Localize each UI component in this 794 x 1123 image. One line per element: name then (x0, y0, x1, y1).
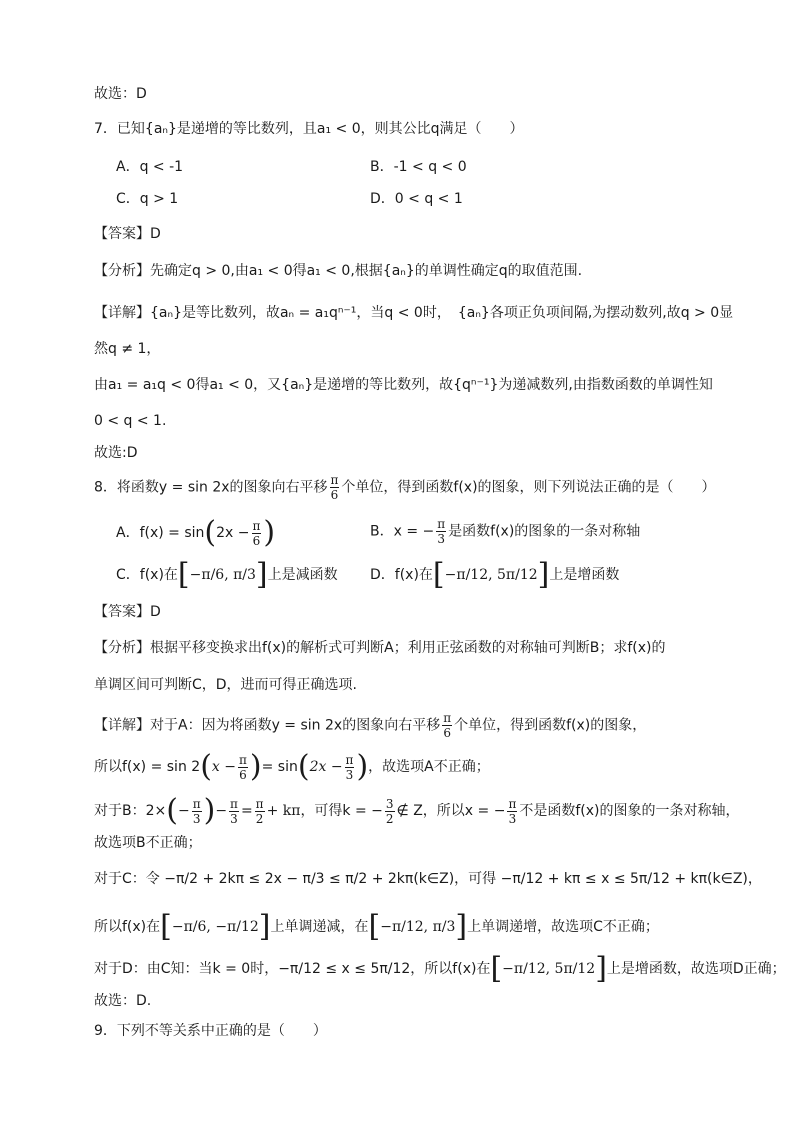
q7-detail-line3: 由a₁ = a₁q < 0得a₁ < 0，又{aₙ}是递增的等比数列，故{qⁿ⁻¹}为递减数列,由指数函数的单调性知 (94, 377, 713, 393)
interval: −π/6, −π/12 (171, 919, 259, 935)
q8-detail-d (94, 951, 786, 986)
q8-option-a (116, 515, 276, 550)
frac-num: π (230, 796, 238, 811)
q7-option-b: B．-1 < q < 0 (370, 159, 467, 175)
left-paren: ( (204, 515, 217, 550)
q8-option-b-pre: B．x = − (370, 523, 435, 540)
q9-stem: 9．下列不等关系中正确的是（ ） (94, 1023, 327, 1039)
fraction-pi-over-3 (345, 754, 355, 781)
fraction-pi-over-2 (255, 798, 265, 825)
frac-num: π (345, 752, 354, 767)
frac-num: π (255, 796, 264, 811)
right-paren: ) (263, 515, 276, 550)
fraction-pi-over-6 (238, 754, 248, 781)
frac-den: 6 (239, 767, 247, 782)
detail-b-pre: 对于B：2× (94, 803, 167, 819)
q8-analysis-line1 (94, 637, 714, 659)
expr: 2x − (309, 759, 343, 775)
right-bracket: ] (455, 909, 468, 944)
frac-num: π (443, 711, 452, 725)
right-paren: ) (203, 793, 216, 828)
q8-option-c-pre: C．f(x)在 (116, 567, 178, 583)
right-bracket: ] (255, 557, 268, 592)
q8-stem-pre: 8．将函数y = sin 2x的图象向右平移 (94, 479, 328, 496)
answer-label: 【答案】 (94, 226, 150, 242)
q8-option-d-pre: D．f(x)在 (370, 567, 433, 583)
q7-option-c: C．q > 1 (116, 191, 179, 207)
detail-c2-pre: 所以f(x)在 (94, 919, 161, 935)
q7-detail-line1 (94, 302, 734, 324)
answer-label: 【答案】 (94, 604, 150, 620)
detail-a2-pre: 所以f(x) = sin 2 (94, 759, 201, 775)
left-bracket: [ (368, 909, 381, 944)
q8-detail-a (94, 712, 714, 739)
q7-analysis (94, 260, 714, 282)
q7-detail-line2: 然q ≠ 1， (94, 341, 161, 357)
answer-value: D (150, 226, 161, 242)
q8-detail-c2 (94, 909, 714, 944)
frac-num: π (330, 473, 339, 487)
detail-b-mid: ，可得k = − (300, 803, 383, 819)
right-paren: ) (356, 749, 369, 784)
q8-detail-b (94, 793, 740, 828)
frac-num: π (508, 796, 517, 811)
q8-answer (94, 601, 714, 623)
q8-stem-post: 个单位，得到函数f(x)的图象，则下列说法正确的是（ ） (341, 479, 716, 496)
frac-num: 3 (385, 796, 394, 811)
q8-option-c (116, 557, 338, 592)
detail-d-pre: 对于D：由C知：当k = 0时，−π/12 ≤ x ≤ 5π/12，所以f(x)在 (94, 961, 491, 977)
frac-den: 6 (252, 533, 261, 548)
frac-num: π (192, 796, 201, 811)
frac-den: 3 (230, 811, 238, 826)
frac-num: π (252, 518, 261, 533)
detail-a-post: 个单位，得到函数f(x)的图象， (454, 717, 647, 734)
equals: = (240, 803, 253, 819)
q7-option-d: D．0 < q < 1 (370, 191, 463, 207)
q7-answer (94, 223, 714, 245)
detail-a-pre: 对于A：因为将函数y = sin 2x的图象向右平移 (150, 717, 441, 734)
answer-value: D (150, 604, 161, 620)
minus: − (215, 803, 228, 819)
q7-conclusion: 故选:D (94, 445, 138, 461)
top-answer: 故选：D (94, 86, 147, 102)
detail-a2-post: ，故选项A不正确； (368, 759, 490, 775)
frac-den: 3 (508, 811, 517, 826)
left-paren: ( (166, 793, 178, 828)
q7-detail-line4: 0 < q < 1. (94, 413, 167, 429)
interval: −π/12, π/3 (380, 919, 456, 935)
detail-label: 【详解】 (94, 717, 150, 734)
detail-d-post: 上是增函数，故选项D正确； (606, 961, 786, 977)
minus: − (177, 803, 190, 819)
q8-stem (94, 474, 714, 501)
left-bracket: [ (177, 557, 190, 592)
detail-text: {aₙ}是等比数列，故aₙ = a₁qⁿ⁻¹，当q < 0时， {aₙ}各项正负项间隔,为摆动数列,故q > 0显 (150, 305, 734, 321)
q8-option-c-post: 上是减函数 (267, 567, 338, 583)
right-paren: ) (249, 749, 262, 784)
fraction-pi-over-6 (252, 520, 262, 547)
left-paren: ( (200, 749, 212, 784)
q8-option-d (370, 557, 620, 592)
q8-analysis-line2: 单调区间可判断C，D，进而可得正确选项. (94, 677, 358, 693)
right-bracket: ] (537, 557, 550, 592)
q8-detail-c1: 对于C：令 −π/2 + 2kπ ≤ 2x − π/3 ≤ π/2 + 2kπ(k∈Z)，可得 −π/12 + kπ ≤ x ≤ 5π/12 + kπ(k∈Z)， (94, 871, 762, 887)
frac-num: π (238, 752, 247, 767)
q8-option-a-expr: 2x − (216, 525, 250, 541)
analysis-text: 根据平移变换求出f(x)的解析式可判断A；利用正弦函数的对称轴可判断B；求f(x)的 (150, 640, 666, 656)
detail-c2-post: 上单调递增，故选项C不正确； (467, 919, 659, 935)
q8-conclusion: 故选：D. (94, 993, 152, 1009)
frac-den: 3 (192, 811, 201, 826)
interval: −π/12, 5π/12 (502, 961, 596, 977)
detail-b-notin: ∉ Z，所以x = − (396, 803, 506, 819)
left-bracket: [ (432, 557, 445, 592)
q8-detail-a2 (94, 749, 714, 784)
interval: −π/12, 5π/12 (444, 567, 538, 583)
frac-num: π (437, 517, 446, 531)
frac-den: 3 (437, 532, 446, 546)
q8-option-a-pre: A．f(x) = sin (116, 525, 205, 541)
q7-option-a: A．q < -1 (116, 159, 184, 175)
frac-den: 6 (330, 488, 339, 502)
q8-option-b-post: 是函数f(x)的图象的一条对称轴 (448, 523, 641, 540)
frac-den: 6 (443, 726, 451, 740)
fraction-pi-over-3 (192, 798, 202, 825)
frac-den: 2 (255, 811, 264, 826)
var-x: x − (211, 759, 236, 775)
analysis-label: 【分析】 (94, 640, 150, 656)
interval: −π/6, π/3 (189, 567, 256, 583)
fraction-pi-over-3 (229, 798, 239, 825)
left-bracket: [ (160, 909, 172, 944)
right-bracket: ] (595, 951, 607, 986)
q8-detail-b2: 故选项B不正确； (94, 835, 202, 851)
analysis-text: 先确定q > 0,由a₁ < 0得a₁ < 0,根据{aₙ}的单调性确定q的取值范围. (150, 263, 583, 279)
left-bracket: [ (490, 951, 503, 986)
q8-option-d-post: 上是增函数 (549, 567, 620, 583)
detail-c2-mid: 上单调递减，在 (270, 919, 369, 935)
plus-kpi: + kπ (266, 803, 301, 819)
right-bracket: ] (258, 909, 271, 944)
fraction-pi-over-3 (507, 798, 517, 825)
analysis-label: 【分析】 (94, 263, 150, 279)
fraction-pi-over-6 (442, 712, 452, 739)
q8-option-b (370, 518, 640, 545)
detail-b-post: 不是函数f(x)的图象的一条对称轴， (519, 803, 740, 819)
q7-stem: 7．已知{aₙ}是递增的等比数列，且a₁ < 0，则其公比q满足（ ） (94, 121, 524, 137)
left-paren: ( (297, 749, 310, 784)
fraction-pi-over-6 (330, 474, 340, 501)
fraction-pi-over-3 (436, 518, 446, 545)
frac-den: 3 (345, 767, 354, 782)
detail-label: 【详解】 (94, 305, 150, 321)
detail-a2-mid: = sin (261, 759, 298, 775)
fraction-3-over-2 (385, 798, 395, 825)
frac-den: 2 (385, 811, 394, 826)
